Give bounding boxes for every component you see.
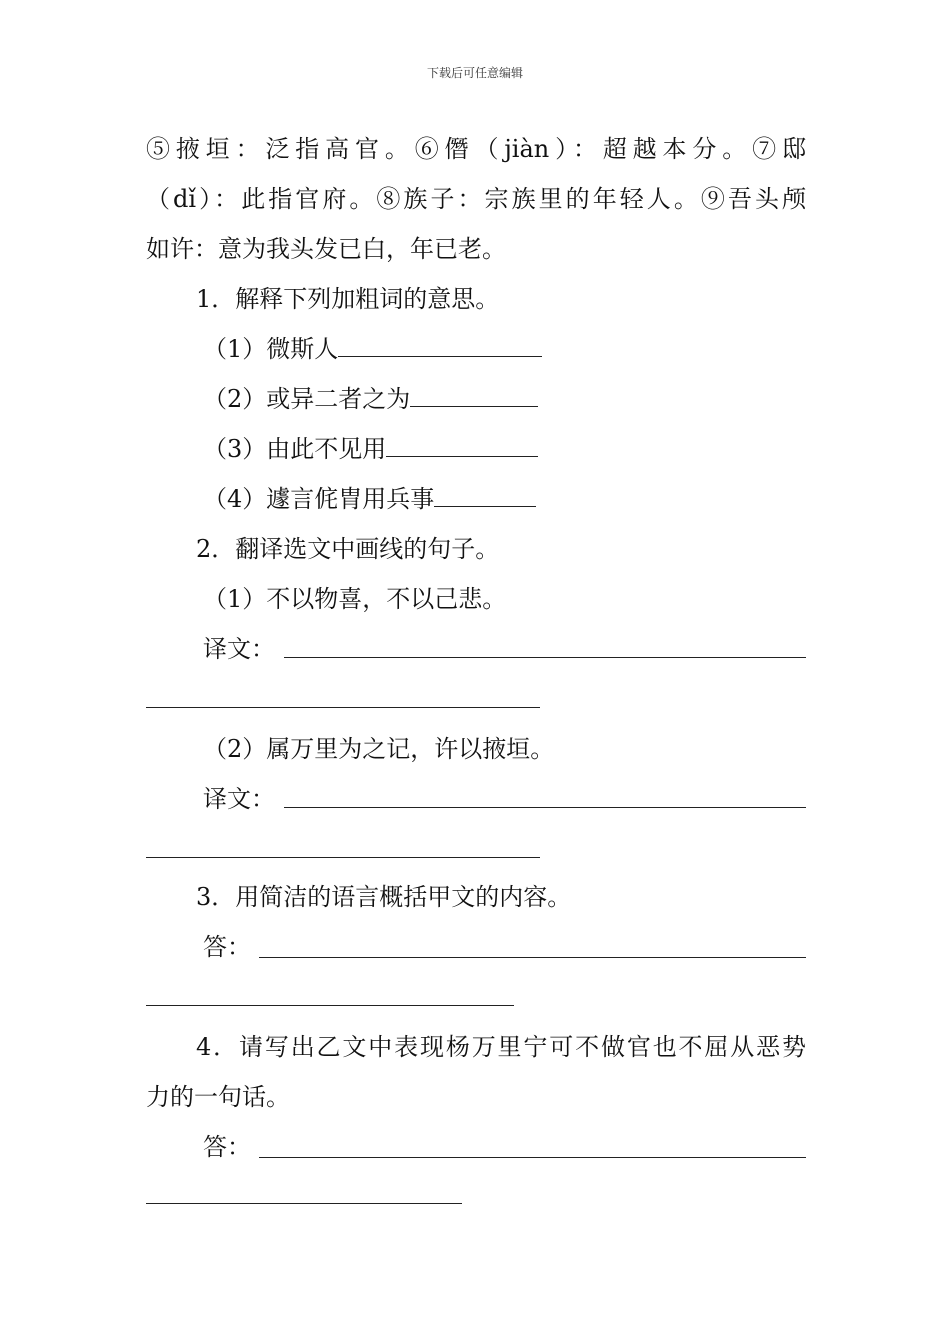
answer-line[interactable] [259,957,806,958]
note-line: 如许：意为我头发已白，年已老。 [146,235,506,263]
q1-item-label: （1）微斯人 [203,335,339,363]
answer-blank[interactable] [386,434,538,457]
question-3-title: 3．用简洁的语言概括甲文的内容。 [196,883,572,911]
q1-item [203,333,542,365]
q2-sentence-1: （1）不以物喜，不以己悲。 [203,585,507,613]
q1-item-label: （3）由此不见用 [203,435,387,463]
note-line: ⑤掖垣：泛指高官。⑥僭（jiàn）：超越本分。⑦邸 [146,135,806,163]
answer-line[interactable] [259,1157,806,1158]
answer-blank[interactable] [434,484,536,507]
q1-item [203,383,538,415]
answer-label: 答： [203,933,251,961]
page-header: 下载后可任意编辑 [426,66,523,80]
answer-label: 答： [203,1133,251,1161]
q1-item-label: （4）遽言侂胄用兵事 [203,485,435,513]
answer-blank[interactable] [338,334,542,357]
answer-blank[interactable] [410,384,538,407]
q1-item [203,433,538,465]
question-1-title: 1．解释下列加粗词的意思。 [196,285,500,313]
note-line: （dǐ）：此指官府。⑧族子：宗族里的年轻人。⑨吾头颅 [146,185,806,213]
question-4-title: 4．请写出乙文中表现杨万里宁可不做官也不屈从恶势 [196,1033,806,1061]
answer-line[interactable] [146,1005,514,1006]
q1-item [203,483,536,515]
q2-sentence-2: （2）属万里为之记，许以掖垣。 [203,735,555,763]
answer-line[interactable] [284,807,806,808]
q1-item-label: （2）或异二者之为 [203,385,411,413]
translation-label: 译文： [203,785,275,813]
answer-line[interactable] [146,857,540,858]
answer-line[interactable] [146,707,540,708]
answer-line[interactable] [146,1203,462,1204]
answer-line[interactable] [284,657,806,658]
translation-label: 译文： [203,635,275,663]
question-4-title-cont: 力的一句话。 [146,1083,290,1111]
question-2-title: 2．翻译选文中画线的句子。 [196,535,500,563]
